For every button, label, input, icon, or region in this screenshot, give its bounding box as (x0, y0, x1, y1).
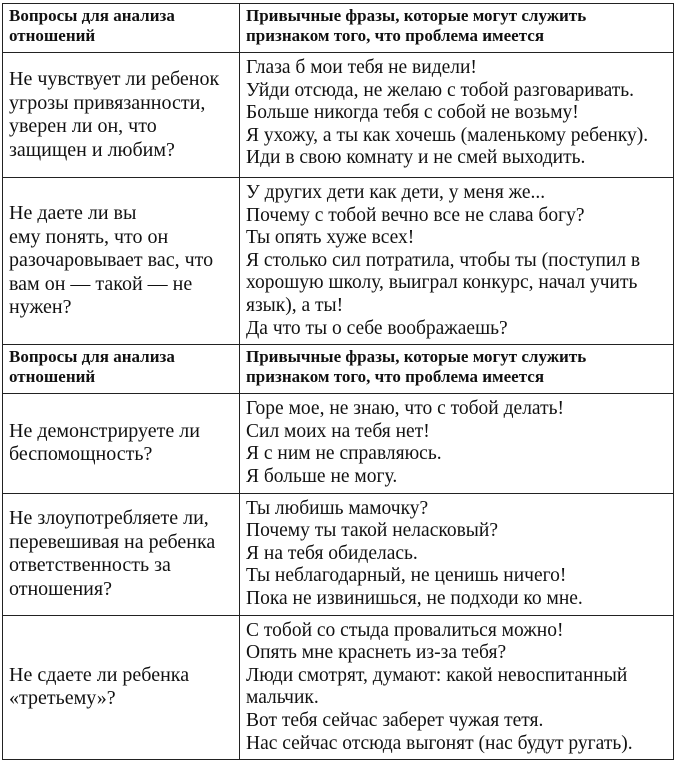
phrase-line: язык), а ты! (246, 294, 344, 316)
question-line: ему понять, что он (9, 225, 169, 248)
phrase-line: мальчик. (246, 687, 319, 709)
question-cell (3, 615, 240, 760)
question-line: «третьему»? (9, 687, 116, 710)
question-line: угрозы привязанности, (9, 91, 206, 114)
question-line: перевешивая на ребенка (9, 530, 216, 553)
header-row (3, 4, 674, 53)
phrase-line: Уйди отсюда, не желаю с тобой разговаривать. (246, 79, 635, 101)
phrase-line: Сил моих на тебя нет! (246, 420, 430, 442)
question-line: отношения? (9, 577, 112, 600)
phrase-line: Горе мое, не знаю, что с тобой делать! (246, 398, 564, 420)
question-cell (3, 493, 240, 615)
table-row (3, 53, 674, 178)
phrase-line: Опять мне краснеть из-за тебя? (246, 642, 507, 664)
relationship-analysis-table (2, 3, 674, 760)
phrase-line: Да что ты о себе воображаешь? (246, 317, 508, 339)
header-phrases-line: Привычные фразы, которые могут служить (246, 347, 587, 367)
phrase-line: Я на тебя обиделась. (246, 542, 418, 564)
table-body (3, 4, 674, 760)
header-questions-line: отношений (9, 367, 96, 387)
phrase-line: Пока не извинишься, не подходи ко мне. (246, 587, 583, 609)
header-phrases-line: Привычные фразы, которые могут служить (246, 6, 587, 25)
header-questions (3, 4, 240, 53)
phrases-cell (240, 53, 674, 178)
phrase-line: Ты опять хуже всех! (246, 227, 415, 249)
table-row (3, 178, 674, 345)
phrase-line: Ты неблагодарный, не ценишь ничего! (246, 565, 567, 587)
question-line: Не демонстрируете ли (9, 419, 200, 442)
table-row (3, 394, 674, 493)
phrase-line: Глаза б мои тебя не видели! (246, 57, 477, 78)
question-line: Не злоупотребляете ли, (9, 507, 209, 530)
phrase-line: Я столько сил потратила, чтобы ты (поступил в (246, 249, 641, 271)
question-line: Не сдаете ли ребенка (9, 663, 190, 686)
table-row (3, 615, 674, 760)
header-questions-line: Вопросы для анализа (9, 6, 175, 25)
question-cell (3, 53, 240, 178)
header-questions-line: Вопросы для анализа (9, 347, 175, 367)
phrases-cell (240, 178, 674, 345)
phrase-line: С тобой со стыда провалиться можно! (246, 619, 564, 641)
table-row (3, 493, 674, 615)
phrase-line: Я больше не могу. (246, 465, 398, 487)
phrase-line: У других дети как дети, у меня же... (246, 182, 546, 203)
question-line: Не даете ли вы (9, 202, 137, 225)
question-line: беспомощность? (9, 443, 153, 466)
header-phrases-line: признаком того, что проблема имеется (246, 26, 545, 45)
phrase-line: Я с ним не справляюсь. (246, 443, 442, 465)
header-questions-line: отношений (9, 26, 96, 45)
phrases-cell (240, 493, 674, 615)
question-line: вам он — такой — не (9, 272, 193, 295)
phrase-line: Я ухожу, а ты как хочешь (маленькому ребенку). (246, 124, 649, 146)
phrase-line: Почему с тобой вечно все не слава богу? (246, 204, 585, 226)
question-line: защищен и любим? (9, 138, 175, 161)
question-line: нужен? (9, 296, 72, 319)
header-phrases (240, 4, 674, 53)
question-line: уверен ли он, что (9, 115, 157, 137)
phrase-line: Вот тебя сейчас заберет чужая тетя. (246, 709, 544, 731)
question-cell (3, 394, 240, 493)
header-row (3, 345, 674, 394)
phrase-line: Больше никогда тебя с собой не возьму! (246, 102, 579, 124)
question-line: Не чувствует ли ребенок (9, 68, 220, 90)
header-phrases (240, 345, 674, 394)
phrase-line: хорошую школу, выиграл конкурс, начал учить (246, 272, 638, 294)
header-questions (3, 345, 240, 394)
phrase-line: Ты любишь мамочку? (246, 497, 429, 519)
question-line: разочаровывает вас, что (9, 249, 214, 272)
phrases-cell (240, 394, 674, 493)
phrases-cell (240, 615, 674, 760)
phrase-line: Люди смотрят, думают: какой невоспитанный (246, 664, 628, 686)
header-phrases-line: признаком того, что проблема имеется (246, 367, 545, 387)
phrase-line: Нас сейчас отсюда выгонят (нас будут ругать). (246, 732, 633, 754)
question-line: ответственность за (9, 554, 171, 577)
phrase-line: Иди в свою комнату и не смей выходить. (246, 147, 586, 169)
phrase-line: Почему ты такой неласковый? (246, 520, 498, 542)
question-cell (3, 178, 240, 345)
